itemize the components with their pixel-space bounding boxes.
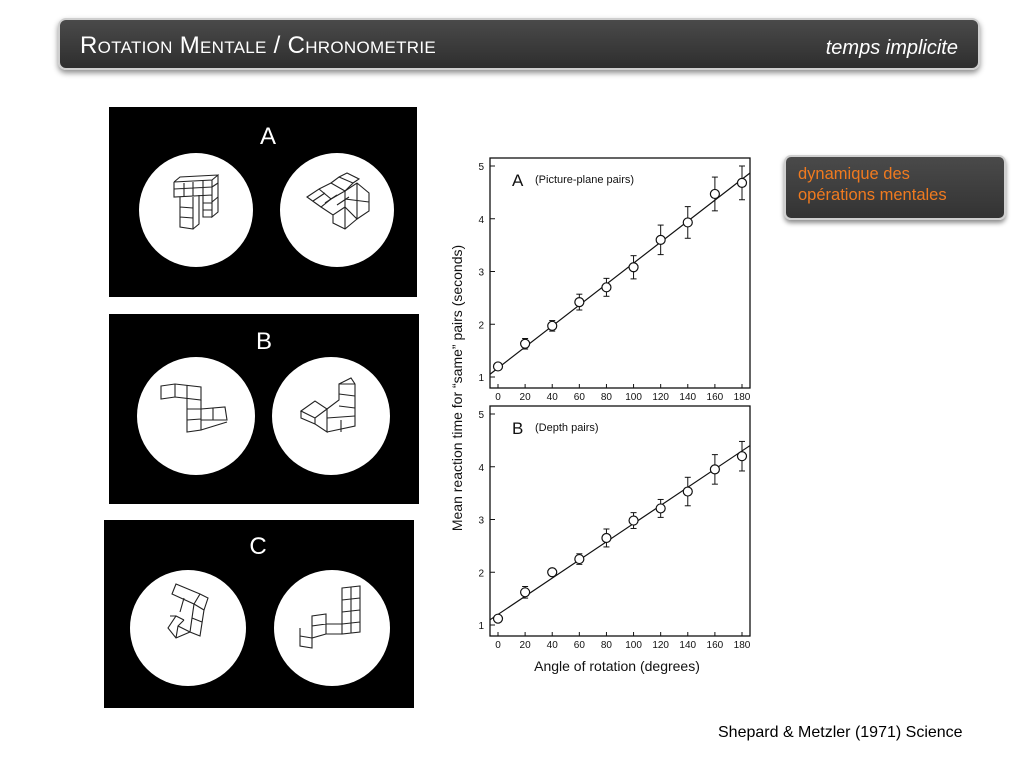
slide-subtitle: temps implicite (825, 37, 958, 59)
chart-panel-a-x-tick-label: 180 (733, 392, 751, 403)
chart-panel-a-x-tick-label: 160 (706, 392, 724, 403)
stimulus-panel-b (109, 314, 419, 504)
chart-panel-b-data-point (683, 487, 692, 496)
chart-panel-a-data-point (521, 339, 530, 348)
chart-panel-b-x-tick-label: 60 (573, 640, 585, 651)
chart-panel-b-x-tick-label: 80 (600, 640, 613, 651)
chart-panel-b-data-point (521, 588, 530, 597)
chart-panel-b-frame (490, 406, 750, 636)
chart-panel-b-y-tick-label: 4 (478, 462, 484, 474)
chart-panel-a-y-tick-label: 1 (478, 373, 484, 384)
stimulus-panel-c (104, 520, 414, 708)
chart-panel-b-y-tick-label: 2 (478, 568, 484, 580)
chart-panel-a-x-tick-label: 40 (546, 392, 558, 403)
chart-panel-a-x-tick-label: 60 (573, 392, 585, 403)
chart-panel-a-x-tick-label: 100 (625, 392, 642, 403)
stimulus-panel-c-letter: C (249, 533, 267, 560)
chart-panel-a-y-tick-label: 2 (478, 320, 484, 332)
chart-panel-b-x-tick-label: 100 (625, 640, 642, 651)
chart-panel-b-x-tick-label: 20 (519, 640, 531, 651)
chart-panel-b-x-tick-label: 0 (495, 640, 501, 651)
callout-line-1: dynamique des (798, 165, 910, 183)
chart-panel-b-data-point (738, 452, 747, 461)
chart-panel-a-data-point (494, 362, 503, 371)
chart-panel-b-x-tick-label: 40 (546, 640, 558, 651)
chart-panel-a-y-tick-label: 5 (478, 162, 484, 173)
chart-panel-a-x-tick-label: 140 (679, 392, 697, 403)
chart-panel-b-y-tick-label: 5 (478, 410, 484, 421)
chart-panel-a-data-point (629, 263, 638, 272)
chart-panel-b-data-point (494, 614, 503, 623)
stimulus-panel-a (109, 107, 417, 297)
chart-panel-a-data-point (738, 178, 747, 187)
reaction-time-chart (440, 150, 760, 680)
chart-panel-b-data-point (629, 516, 638, 525)
stimulus-b-left-disc (137, 357, 255, 475)
chart-panel-a-label: (Picture-plane pairs) (535, 174, 635, 186)
stimulus-c-right-disc (274, 570, 390, 686)
chart-panel-a-data-point (656, 235, 665, 244)
chart-panel-a-data-point (710, 189, 719, 198)
chart-x-axis-label: Angle of rotation (degrees) (534, 658, 700, 674)
chart-panel-b-letter: B (512, 419, 524, 438)
stimulus-c-left-disc (130, 570, 246, 686)
chart-panel-a-x-tick-label: 120 (652, 392, 670, 403)
stimulus-a-left-disc (139, 153, 253, 267)
slide-title-bar (58, 18, 980, 70)
chart-panel-a-x-tick-label: 80 (600, 392, 613, 403)
chart-y-axis-label: Mean reaction time for “same” pairs (seconds) (449, 244, 465, 532)
chart-panel-a-data-point (602, 283, 611, 292)
callout-box (784, 155, 1006, 220)
chart-panel-a-x-tick-label: 0 (495, 392, 501, 403)
chart-panel-b-x-tick-label: 160 (706, 640, 724, 651)
chart-panel-b-y-tick-label: 3 (478, 515, 484, 527)
chart-panel-a-y-tick-label: 4 (478, 214, 484, 226)
chart-panel-a-data-point (548, 321, 557, 330)
chart-panel-b-x-tick-label: 120 (652, 640, 670, 651)
chart-panel-a-x-tick-label: 20 (519, 392, 531, 403)
chart-panel-b-x-tick-label: 180 (733, 640, 751, 651)
chart-panel-b-data-point (548, 568, 557, 577)
chart-panel-b-data-point (602, 533, 611, 542)
chart-panel-b-data-point (710, 465, 719, 474)
chart-panel-a-data-point (575, 298, 584, 307)
chart-panel-a-data-point (683, 218, 692, 227)
chart-panel-b-data-point (656, 504, 665, 513)
chart-panel-b-y-tick-label: 1 (478, 621, 484, 632)
stimulus-panel-a-letter: A (259, 123, 277, 150)
chart-panel-b-data-point (575, 555, 584, 564)
slide-title: Rotation Mentale / Chronometrie (80, 32, 437, 59)
stimulus-panel-b-letter: B (255, 328, 273, 355)
callout-line-2: opérations mentales (798, 186, 947, 204)
stimulus-b-right-disc (272, 357, 390, 475)
chart-panel-a-letter: A (512, 171, 524, 190)
chart-panel-a-y-tick-label: 3 (478, 267, 484, 279)
citation: Shepard & Metzler (1971) Science (718, 724, 963, 741)
chart-panel-b-x-tick-label: 140 (679, 640, 697, 651)
stimulus-a-right-disc (280, 153, 394, 267)
chart-panel-b-label: (Depth pairs) (535, 422, 599, 434)
